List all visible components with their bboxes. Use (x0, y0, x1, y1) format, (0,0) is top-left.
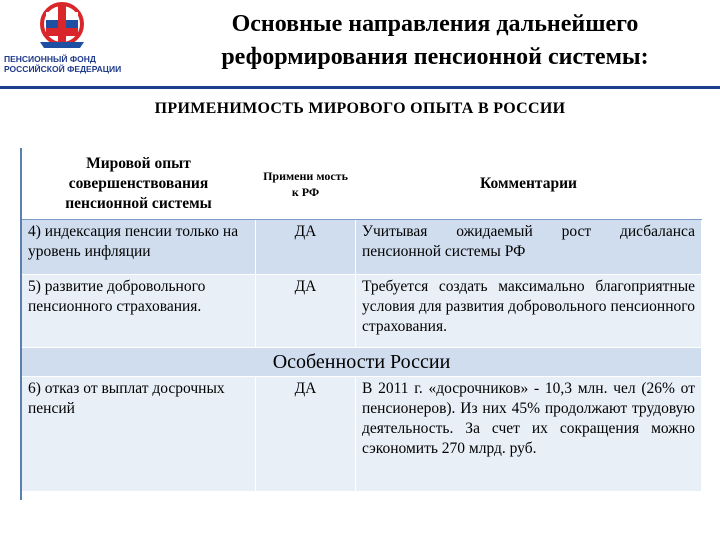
logo-line-1: ПЕНСИОННЫЙ ФОНД (4, 54, 96, 64)
row-4-experience: 4) индексация пенсии только на уровень инфляции (22, 220, 256, 275)
table-row (22, 220, 702, 275)
table-left-border (20, 148, 22, 500)
comparison-table (21, 148, 702, 492)
row-5-applicability: ДА (256, 275, 356, 348)
section-heading: Особенности России (22, 348, 702, 377)
table-row (22, 275, 702, 348)
row-4-applicability: ДА (256, 220, 356, 275)
header-cell-comments: Комментарии (356, 149, 702, 220)
row-5-experience: 5) развитие добровольного пенсионного страхования. (22, 275, 256, 348)
header-cell-experience: Мировой опыт совершенствования пенсионной системы (22, 149, 256, 220)
pension-fund-emblem-icon (0, 2, 168, 56)
row-5-comment: Требуется создать максимально благоприятные условия для развития добровольного пенсионного страхования. (356, 275, 702, 348)
table-row (22, 377, 702, 492)
section-subtitle: ПРИМЕНИМОСТЬ МИРОВОГО ОПЫТА В РОССИИ (154, 100, 566, 117)
pension-fund-logo (0, 2, 168, 84)
row-6-experience: 6) отказ от выплат досрочных пенсий (22, 377, 256, 492)
table-header-row (22, 149, 702, 220)
row-4-comment: Учитывая ожидаемый рост дисбаланса пенсионной системы РФ (356, 220, 702, 275)
header-divider (0, 86, 720, 89)
row-6-comment: В 2011 г. «досрочников» - 10,3 млн. чел (26% от пенсионеров). Из них 45% продолжают трудовую деятельность. За счет их сокращения можно сэкономить 270 млрд. руб. (356, 377, 702, 492)
slide-header (0, 0, 720, 88)
logo-line-2: РОССИЙСКОЙ ФЕДЕРАЦИИ (4, 64, 122, 74)
page-title: Основные направления дальнейшего реформирования пенсионной системы: (221, 11, 649, 70)
header-cell-applicability: Примени мость к РФ (256, 149, 356, 220)
section-row (22, 348, 702, 377)
row-6-applicability: ДА (256, 377, 356, 492)
